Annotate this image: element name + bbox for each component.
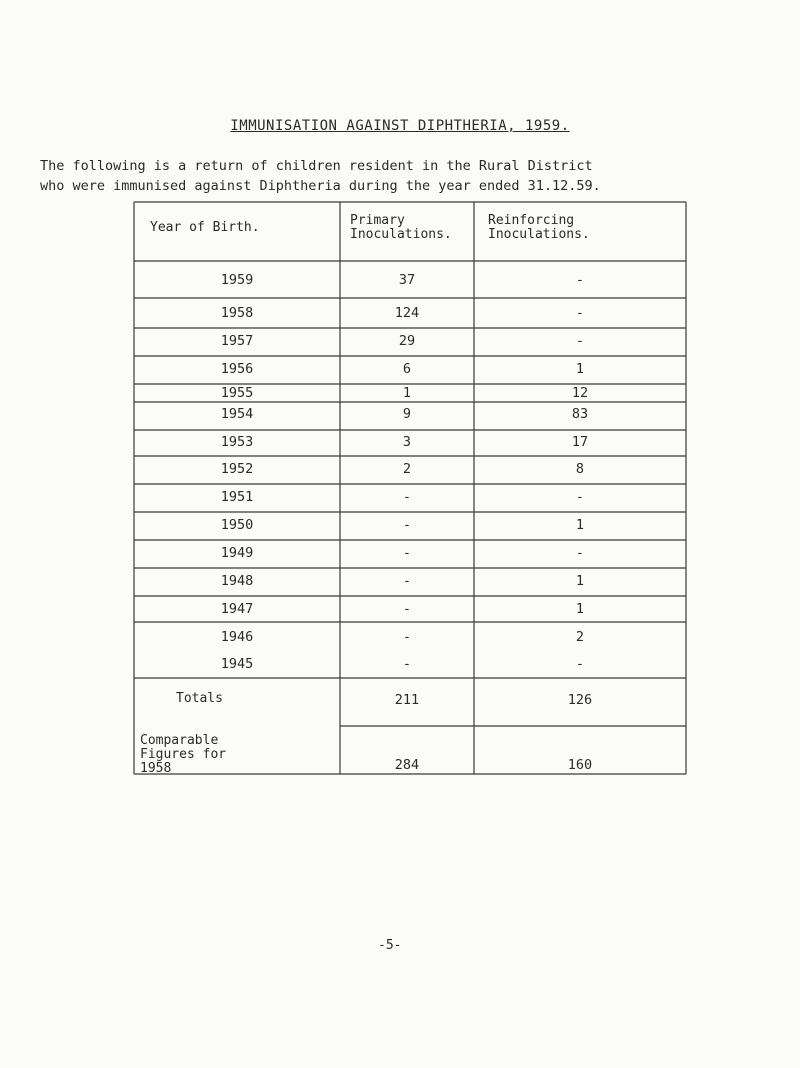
year-cell: 1945 xyxy=(220,656,254,672)
primary-cell: - xyxy=(402,545,412,561)
primary-cell: - xyxy=(402,629,412,645)
year-cell: 1946 xyxy=(220,629,254,645)
reinforcing-cell: 2 xyxy=(575,629,585,645)
year-cell: 1953 xyxy=(220,434,254,450)
year-cell: 1957 xyxy=(220,333,254,349)
primary-cell: - xyxy=(402,517,412,533)
reinforcing-cell: - xyxy=(575,272,585,288)
year-cell: 1950 xyxy=(220,517,254,533)
totals-label: Totals xyxy=(176,691,223,706)
reinforcing-cell: 12 xyxy=(571,385,589,401)
primary-cell: - xyxy=(402,656,412,672)
primary-cell: 3 xyxy=(402,434,412,450)
year-cell: 1948 xyxy=(220,573,254,589)
year-cell: 1951 xyxy=(220,489,254,505)
totals-primary: 211 xyxy=(394,692,420,708)
comparable-primary: 284 xyxy=(394,757,420,773)
reinforcing-cell: 1 xyxy=(575,361,585,377)
primary-cell: 1 xyxy=(402,385,412,401)
reinforcing-cell: - xyxy=(575,545,585,561)
header-year-of-birth: Year of Birth. xyxy=(150,220,260,235)
primary-cell: - xyxy=(402,573,412,589)
year-cell: 1952 xyxy=(220,461,254,477)
header-primary-inoculations: Primary Inoculations. xyxy=(350,213,452,242)
reinforcing-cell: - xyxy=(575,656,585,672)
primary-cell: 2 xyxy=(402,461,412,477)
primary-cell: - xyxy=(402,489,412,505)
comparable-reinforcing: 160 xyxy=(567,757,593,773)
reinforcing-cell: - xyxy=(575,489,585,505)
year-cell: 1947 xyxy=(220,601,254,617)
intro-paragraph: The following is a return of children resident in the Rural District who were immunised against Diphtheria during the year ended 31.12.59. xyxy=(40,158,601,194)
primary-cell: 6 xyxy=(402,361,412,377)
reinforcing-cell: 8 xyxy=(575,461,585,477)
primary-cell: 29 xyxy=(398,333,416,349)
page-title: IMMUNISATION AGAINST DIPHTHERIA, 1959. xyxy=(230,118,570,134)
year-cell: 1955 xyxy=(220,385,254,401)
reinforcing-cell: 17 xyxy=(571,434,589,450)
primary-cell: 124 xyxy=(394,305,420,321)
reinforcing-cell: 83 xyxy=(571,406,589,422)
header-reinforcing-inoculations: Reinforcing Inoculations. xyxy=(488,213,590,242)
year-cell: 1949 xyxy=(220,545,254,561)
year-cell: 1958 xyxy=(220,305,254,321)
reinforcing-cell: 1 xyxy=(575,517,585,533)
year-cell: 1959 xyxy=(220,272,254,288)
year-cell: 1956 xyxy=(220,361,254,377)
reinforcing-cell: - xyxy=(575,333,585,349)
year-cell: 1954 xyxy=(220,406,254,422)
reinforcing-cell: 1 xyxy=(575,601,585,617)
primary-cell: 37 xyxy=(398,272,416,288)
totals-reinforcing: 126 xyxy=(567,692,593,708)
reinforcing-cell: 1 xyxy=(575,573,585,589)
primary-cell: - xyxy=(402,601,412,617)
page-number: -5- xyxy=(378,938,402,953)
reinforcing-cell: - xyxy=(575,305,585,321)
comparable-label: Comparable Figures for 1958 xyxy=(140,733,227,776)
primary-cell: 9 xyxy=(402,406,412,422)
